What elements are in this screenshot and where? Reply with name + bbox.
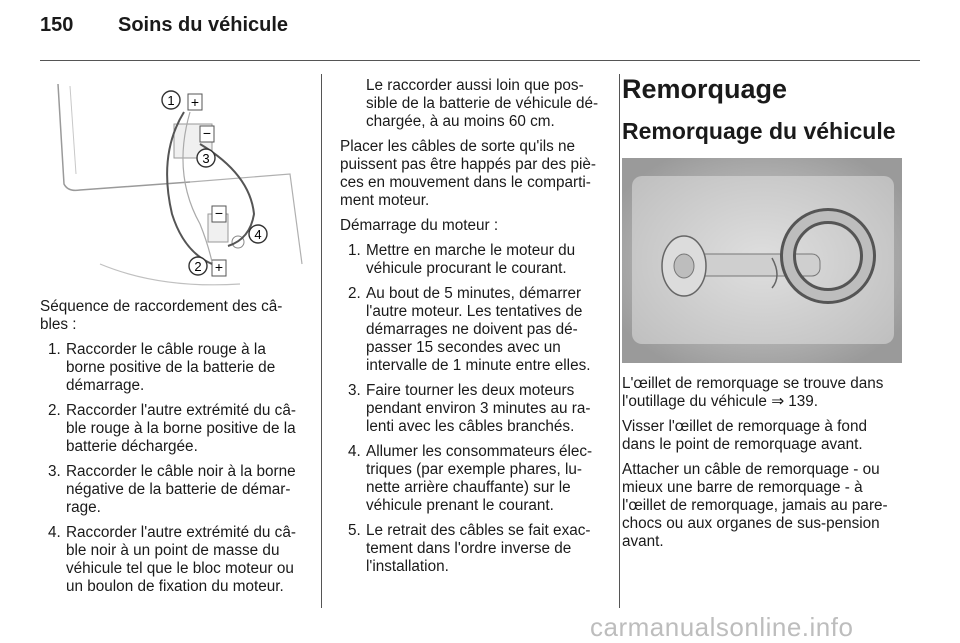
svg-text:+: + — [214, 259, 224, 275]
engine-start-label: Démarrage du moteur : — [340, 217, 499, 234]
list-item: 2. Au bout de 5 minutes, démarrer l'autre moteur. Les tentatives de démarrages ne doivent pas dé-passer 15 secondes avec un intervalle de 1 minute entre elles. — [348, 285, 591, 374]
column-divider-1 — [321, 74, 322, 608]
towing-eye-location: L'œillet de remorquage se trouve dans l'outillage du véhicule ⇒ 139. — [622, 375, 884, 410]
header-rule — [40, 60, 920, 61]
column-2 — [340, 77, 606, 583]
list-item: 1. Raccorder le câble rouge à la borne positive de la batterie de démarrage. — [48, 341, 276, 394]
svg-text:+: + — [190, 94, 200, 110]
list-item: 3. Faire tourner les deux moteurs pendant environ 3 minutes au ra-lenti avec les câbles branchés. — [348, 382, 591, 435]
svg-text:−: − — [214, 205, 224, 221]
towing-cable-text: Attacher un câble de remorquage - ou mieux une barre de remorquage - à l'œillet de remorquage, jamais au pare-chocs ou aux organes de sus-pension avant. — [622, 461, 888, 550]
page-title: Soins du véhicule — [118, 14, 289, 36]
svg-text:−: − — [202, 125, 212, 141]
diagram-label-2: 2 — [194, 259, 202, 274]
towing-eye-image — [622, 158, 902, 363]
list-item: 1. Mettre en marche le moteur du véhicule procurant le courant. — [348, 242, 576, 277]
list-item: 4. Allumer les consommateurs élec-triques (par exemple phares, lu-nette arrière chauffante) sur le véhicule prenant le courant. — [348, 443, 593, 514]
diagram-label-4: 4 — [254, 227, 262, 242]
diagram-label-1: 1 — [167, 93, 175, 108]
list-item: 3. Raccorder le câble noir à la borne négative de la batterie de démar-rage. — [48, 463, 296, 516]
watermark: carmanualsonline.info — [590, 612, 854, 642]
engine-start-steps — [340, 242, 606, 576]
section-subheading: Remorquage du véhicule — [622, 118, 896, 144]
jump-start-diagram — [40, 74, 306, 289]
column-divider-2 — [619, 74, 620, 608]
sequence-intro: Séquence de raccordement des câ-bles : — [40, 298, 283, 333]
list-item: 5. Le retrait des câbles se fait exac-tement dans l'ordre inverse de l'installation. — [348, 522, 591, 575]
continuation-text: Le raccorder aussi loin que pos-sible de la batterie de véhicule dé-chargée, à au moins 60 cm. — [366, 77, 599, 130]
list-item: 2. Raccorder l'autre extrémité du câ-ble rouge à la borne positive de la batterie déchargée. — [48, 402, 296, 455]
column-1 — [40, 298, 304, 603]
diagram-label-3: 3 — [202, 151, 210, 166]
connection-steps — [40, 341, 304, 596]
column-3 — [622, 375, 902, 558]
cable-placement-text: Placer les câbles de sorte qu'ils ne puissent pas être happés par des piè-ces en mouvement dans le comparti-ment moteur. — [340, 138, 596, 209]
section-heading: Remorquage — [622, 74, 788, 104]
page-number: 150 — [40, 14, 74, 36]
page-header — [40, 14, 288, 37]
list-item: 4. Raccorder l'autre extrémité du câ-ble noir à un point de masse du véhicule tel que le bloc moteur ou un boulon de fixation du moteur. — [48, 524, 296, 595]
towing-eye-fitting: Visser l'œillet de remorquage à fond dans le point de remorquage avant. — [622, 418, 867, 453]
